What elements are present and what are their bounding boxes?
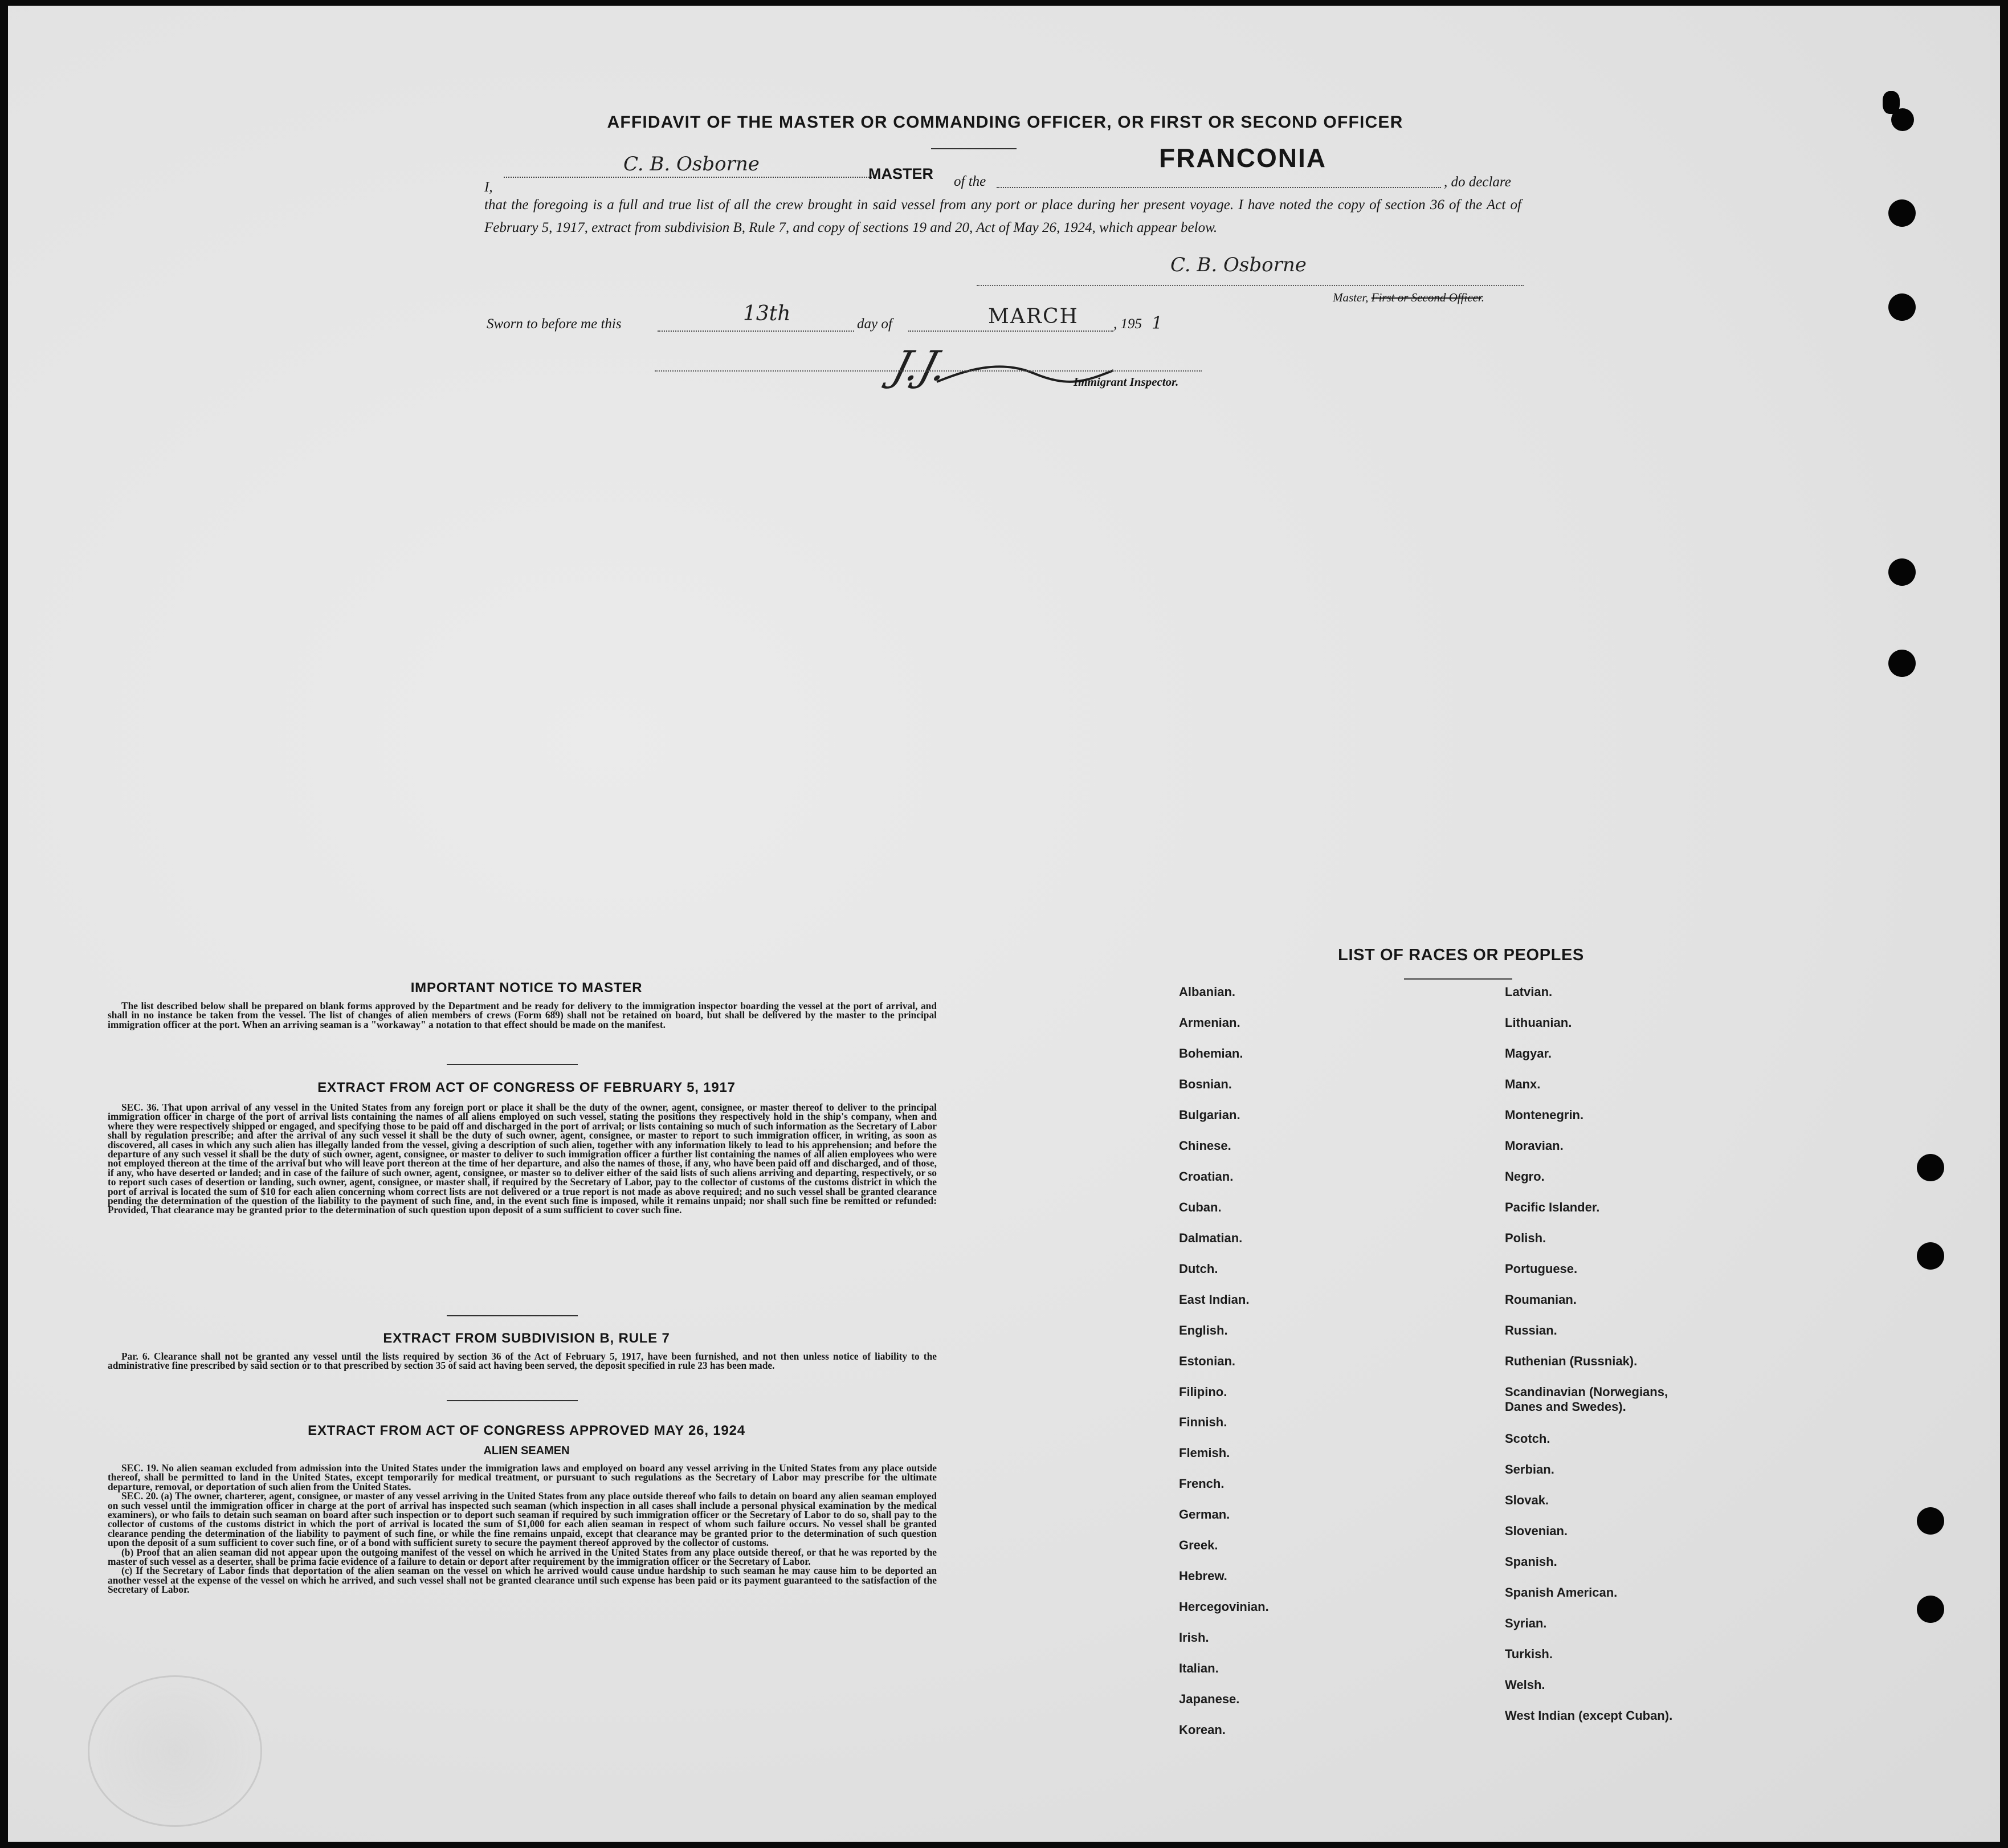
race-item: Slovak. <box>1505 1493 1549 1507</box>
extract-1924-title: EXTRACT FROM ACT OF CONGRESS APPROVED MAY 26, 1924 <box>308 1423 745 1438</box>
race-item: Spanish American. <box>1505 1585 1618 1600</box>
race-item: Dalmatian. <box>1179 1231 1243 1245</box>
affidavit-title: AFFIDAVIT OF THE MASTER OR COMMANDING OFFICER, OR FIRST OR SECOND OFFICER <box>607 113 1403 132</box>
form-page <box>8 6 2000 1842</box>
struck-officer-text: First or Second Officer <box>1371 291 1481 304</box>
inspector-signature: J.J. <box>887 342 953 390</box>
inspector-caption: Immigrant Inspector. <box>1074 375 1179 389</box>
year-prefix: , 195 <box>1113 316 1142 332</box>
race-item: Danes and Swedes). <box>1505 1400 1626 1414</box>
race-item: Irish. <box>1179 1630 1209 1645</box>
section-20c-paragraph: (c) If the Secretary of Labor finds that deportation of the alien seaman on the vessel on which he arrived would cause undue hardship to such seaman he may cause him to be deported an another vessel at the expense of the vessel on which he arrived, and such vessel shall not be granted clearance until such expense has been paid or its payment guaranteed to the satisfaction of the Secretary of Labor. <box>108 1565 937 1596</box>
race-item: Serbian. <box>1505 1462 1554 1476</box>
race-item: Ruthenian (Russniak). <box>1505 1354 1638 1368</box>
race-item: Moravian. <box>1505 1139 1564 1153</box>
race-item: Italian. <box>1179 1661 1219 1675</box>
race-item: Bulgarian. <box>1179 1108 1240 1122</box>
sworn-label: Sworn to before me this <box>487 316 622 332</box>
race-item: Syrian. <box>1505 1616 1547 1630</box>
race-item: French. <box>1179 1476 1225 1491</box>
notice-divider <box>447 1064 578 1065</box>
race-item: Scandinavian (Norwegians, <box>1505 1385 1668 1399</box>
race-item: East Indian. <box>1179 1292 1250 1307</box>
race-item: Spanish. <box>1505 1555 1557 1569</box>
race-item: Flemish. <box>1179 1446 1230 1460</box>
notice-text <box>108 1001 937 1029</box>
extract-1917-paragraph: SEC. 36. That upon arrival of any vessel in the United States from any foreign port or place it shall be the duty of the owner, agent, consignee, or master thereof to deliver to the principal immigration officer in charge of the port of arrival lists containing the names of all aliens employed on such vessel, stating the positions they respectively hold in the ship's company, when and where they were respectively shipped or engaged, and specifying those to be paid off and discharged in the port of arrival; or lists containing so much of such information as the Secretary of Labor shall by regulation prescribe; and after the arrival of any such vessel it shall be the duty of such owner, agent, consignee, or master to report to such immigration officer, in writing, as soon as discovered, all cases in which any such alien has illegally landed from the vessel, giving a description of such alien, together with any information likely to lead to his apprehension; and before the departure of any such vessel it shall be the duty of such owner, agent, consignee, or master to deliver to such immigration officer a further list containing the names of all alien employees who were not employed thereon at the time of the arrival but who will leave port thereon at the time of her departure, and also the names of those, if any, who have been paid off and discharged, and of those, if any, who have deserted or landed; and in case of the failure of such owner, agent, consignee, or master so to deliver either of the said lists of such aliens arriving and departing, respectively, or so to report such cases of desertion or landing, such owner, agent, consignee, or master shall, if required by the Secretary of Labor, pay to the collector of customs of the customs district in which the port of arrival is located the sum of $10 for each alien concerning whom correct lists are not delivered or a true report is not made as above required; and no such vessel shall be granted clearance pending the determination of the question of the liability to the payment of such fine, and, in the event such fine is imposed, while it remains unpaid; nor shall such fine be remitted or refunded: Provided, That clearance may be granted prior to the determination of such question upon deposit of a sum sufficient to cover such fine. <box>108 1102 937 1216</box>
extract-rule7-title: EXTRACT FROM SUBDIVISION B, RULE 7 <box>383 1331 670 1346</box>
race-item: Japanese. <box>1179 1692 1240 1706</box>
race-item: Pacific Islander. <box>1505 1200 1600 1214</box>
race-item: Finnish. <box>1179 1415 1227 1429</box>
race-item: Magyar. <box>1505 1046 1552 1060</box>
race-item: Portuguese. <box>1505 1262 1578 1276</box>
race-item: Dutch. <box>1179 1262 1218 1276</box>
race-item: Cuban. <box>1179 1200 1222 1214</box>
extract-rule7-divider <box>447 1400 578 1401</box>
extract-1917-divider <box>447 1315 578 1316</box>
extract-1917-title: EXTRACT FROM ACT OF CONGRESS OF FEBRUARY 5, 1917 <box>317 1080 736 1095</box>
section-20a-paragraph: SEC. 20. (a) The owner, charterer, agent, consignee, or master of any vessel arriving in the United States from any place outside thereof who fails to detain on board any alien seaman employed on such vessel until the immigration officer in charge at the port of arrival has inspected such seaman (which inspection in all cases shall include a personal physical examination by the medical examiners), or who fails to detain such seaman on board after such inspection or to deport such seaman if required by such immigration officer or the Secretary of Labor to do so, shall pay to the collector of customs of the customs district in which the port of arrival is located the sum of $1,000 for each alien seaman in respect of whom such failure occurs. No vessel shall be granted clearance pending the determination of the liability to payment of such fine, or while the fine remains unpaid, except that clearance may be granted prior to the determination of such question upon the deposit of a sum sufficient to cover such fine, or of a bond with sufficient surety to secure the payment thereof approved by the collector of customs. <box>108 1490 937 1549</box>
extract-1917-text <box>108 1103 937 1215</box>
sworn-day-line <box>658 331 854 332</box>
vessel-name: FRANCONIA <box>1159 143 1327 173</box>
punch-hole <box>1888 199 1916 227</box>
sworn-month-line <box>908 331 1113 332</box>
vessel-line <box>997 187 1441 188</box>
sworn-day: 13th <box>743 302 791 325</box>
race-item: Filipino. <box>1179 1385 1227 1399</box>
punch-hole <box>1891 108 1914 131</box>
race-item: Estonian. <box>1179 1354 1236 1368</box>
race-item: Welsh. <box>1505 1678 1545 1692</box>
sworn-month: MARCH <box>988 305 1079 328</box>
race-item: Manx. <box>1505 1077 1541 1091</box>
race-item: Lithuanian. <box>1505 1015 1572 1030</box>
race-item: Scotch. <box>1505 1431 1550 1446</box>
race-item: Latvian. <box>1505 985 1553 999</box>
punch-hole <box>1917 1596 1944 1623</box>
race-item: Roumanian. <box>1505 1292 1577 1307</box>
race-item: Greek. <box>1179 1538 1218 1552</box>
punch-hole <box>1917 1242 1944 1270</box>
notice-paragraph: The list described below shall be prepared on blank forms approved by the Department and be ready for delivery to the immigration inspector boarding the vessel at the port of arrival, and shall in no instance be taken from the vessel. The list of changes of alien members of crews (Form 689) shall not be retained on board, but shall be delivered by the master to the principal immigration officer at the port. When an arriving seaman is a "workaway" a notation to that effect should be made on the manifest. <box>108 1000 937 1030</box>
punch-hole <box>1917 1154 1944 1181</box>
of-the-label: of the <box>954 174 986 189</box>
master-caption-prefix: Master, <box>1333 291 1372 304</box>
race-item: Negro. <box>1505 1169 1545 1184</box>
race-item: Chinese. <box>1179 1139 1231 1153</box>
race-item: Albanian. <box>1179 985 1236 999</box>
punch-hole <box>1888 558 1916 586</box>
punch-hole <box>1917 1507 1944 1535</box>
name-line <box>504 177 874 178</box>
affidavit-statement: that the foregoing is a full and true list of all the crew brought in said vessel from any port or place during her present voyage. I have noted the copy of section 36 of the Act of February 5, 1917, extract from subdivision B, Rule 7, and copy of sections 19 and 20, Act of May 26, 1924, which appear below. <box>484 197 1521 235</box>
race-item: Hercegovinian. <box>1179 1600 1269 1614</box>
master-caption <box>1333 291 1484 305</box>
race-item: Montenegrin. <box>1505 1108 1584 1122</box>
extract-1924-text <box>108 1463 937 1594</box>
year-handwritten: 1 <box>1152 313 1163 333</box>
race-item: Slovenian. <box>1505 1524 1568 1538</box>
extract-1924-subtitle: ALIEN SEAMEN <box>483 1445 570 1457</box>
section-20b-paragraph: (b) Proof that an alien seaman did not appear upon the outgoing manifest of the vessel on which he arrived in the United States from any place outside thereof, or that he was reported by the master of such vessel as a deserter, shall be prima facie evidence of a failure to detain or deport after requirement by the immigration officer or the Secretary of Labor. <box>108 1546 937 1568</box>
race-item: Armenian. <box>1179 1015 1240 1030</box>
master-signature-line <box>977 285 1524 286</box>
embossed-seal <box>88 1675 262 1827</box>
race-item: Polish. <box>1505 1231 1546 1245</box>
race-item: Hebrew. <box>1179 1569 1227 1583</box>
inspector-signature-line <box>655 370 1202 372</box>
day-of-label: day of <box>857 316 892 332</box>
race-item: Croatian. <box>1179 1169 1234 1184</box>
races-title: LIST OF RACES OR PEOPLES <box>1338 946 1584 964</box>
notice-title: IMPORTANT NOTICE TO MASTER <box>410 980 643 996</box>
race-item: German. <box>1179 1507 1230 1521</box>
race-item: Turkish. <box>1505 1647 1553 1661</box>
race-item: Bohemian. <box>1179 1046 1243 1060</box>
race-item: West Indian (except Cuban). <box>1505 1708 1673 1723</box>
races-divider <box>1404 978 1512 980</box>
punch-hole <box>1888 293 1916 321</box>
section-19-paragraph: SEC. 19. No alien seaman excluded from admission into the United States under the immigration laws and employed on board any vessel arriving in the United States from any place outside thereof, shall be permitted to land in the United States, except temporarily for medical treatment, or pursuant to such regulations as the Secretary of Labor may prescribe for the ultimate departure, removal, or deportation of such alien from the United States. <box>108 1462 937 1492</box>
race-item: Bosnian. <box>1179 1077 1232 1091</box>
do-declare-label: , do declare <box>1444 174 1511 190</box>
rank-label: MASTER <box>868 165 933 182</box>
race-item: Korean. <box>1179 1723 1226 1737</box>
name-signature: C. B. Osborne <box>623 153 760 176</box>
race-item: English. <box>1179 1323 1228 1337</box>
extract-rule7-paragraph: Par. 6. Clearance shall not be granted any vessel until the lists required by section 36 of the Act of February 5, 1917, have been furnished, and not then unless notice of liability to the administrative fine prescribed by said section or to that prescribed by section 35 of said act having been served, the deposit specified in rule 23 has been made. <box>108 1351 937 1372</box>
master-caption-suffix: . <box>1481 291 1484 304</box>
title-divider <box>931 148 1017 149</box>
extract-rule7-text <box>108 1352 937 1370</box>
i-label: I, <box>484 180 493 195</box>
punch-hole <box>1888 650 1916 677</box>
race-item: Russian. <box>1505 1323 1557 1337</box>
master-signature: C. B. Osborne <box>1170 254 1307 276</box>
